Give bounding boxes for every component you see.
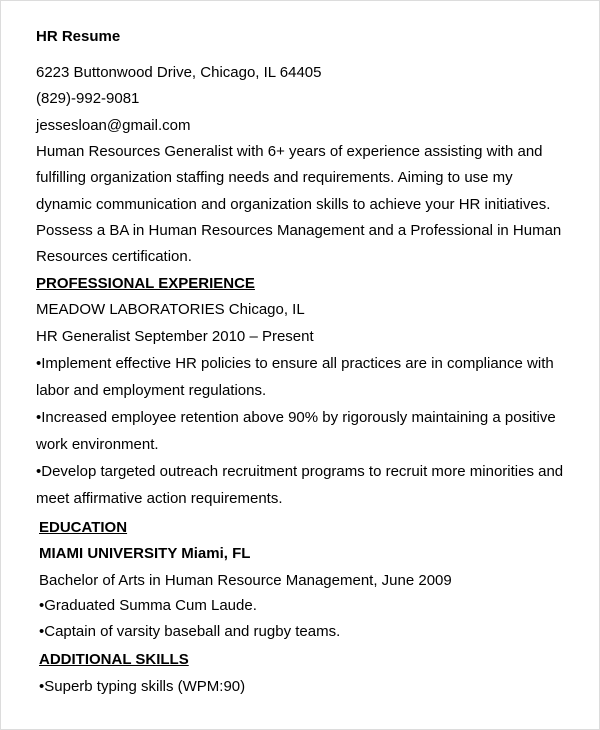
- summary-line: dynamic communication and organization skills to achieve your HR initiatives.: [36, 196, 551, 213]
- experience-heading: PROFESSIONAL EXPERIENCE: [36, 275, 255, 292]
- education-heading: EDUCATION: [39, 519, 128, 536]
- education-bullet: •Graduated Summa Cum Laude.: [39, 597, 257, 614]
- experience-bullet-line: meet affirmative action requirements.: [36, 490, 283, 507]
- education-school: MIAMI UNIVERSITY Miami, FL: [39, 545, 251, 562]
- skills-heading: ADDITIONAL SKILLS: [39, 651, 189, 668]
- contact-phone: (829)-992-9081: [36, 90, 140, 107]
- experience-bullet-line: labor and employment regulations.: [36, 382, 267, 399]
- skills-bullet: •Superb typing skills (WPM:90): [39, 678, 246, 695]
- summary-line: Human Resources Generalist with 6+ years of experience assisting with and: [36, 143, 543, 160]
- experience-bullet-line: •Implement effective HR policies to ensure all practices are in compliance with: [36, 355, 554, 372]
- contact-address: 6223 Buttonwood Drive, Chicago, IL 64405: [36, 64, 322, 81]
- resume-title: HR Resume: [36, 28, 121, 45]
- experience-bullet-line: work environment.: [36, 436, 159, 453]
- experience-bullet-line: •Increased employee retention above 90% by rigorously maintaining a positive: [36, 409, 556, 426]
- summary-line: fulfilling organization staffing needs and requirements. Aiming to use my: [36, 169, 513, 186]
- experience-bullet-line: •Develop targeted outreach recruitment programs to recruit more minorities and: [36, 463, 564, 480]
- education-bullet: •Captain of varsity baseball and rugby teams.: [39, 623, 341, 640]
- summary-line: Resources certification.: [36, 248, 192, 265]
- experience-position: HR Generalist September 2010 – Present: [36, 328, 314, 345]
- education-degree: Bachelor of Arts in Human Resource Management, June 2009: [39, 572, 452, 589]
- summary-line: Possess a BA in Human Resources Management and a Professional in Human: [36, 222, 562, 239]
- experience-employer: MEADOW LABORATORIES Chicago, IL: [36, 301, 305, 318]
- contact-email: jessesloan@gmail.com: [36, 117, 191, 134]
